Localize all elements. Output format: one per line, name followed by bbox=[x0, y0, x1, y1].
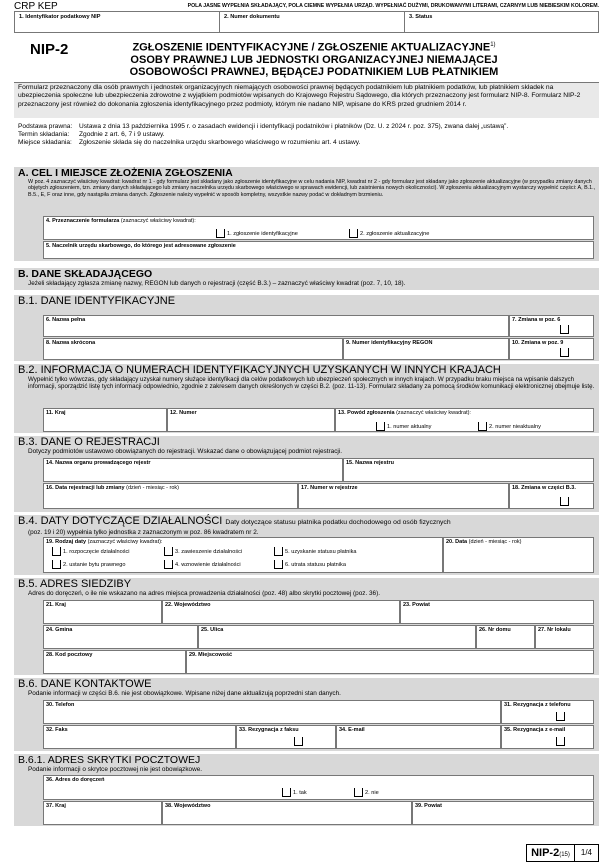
section-b4-title: B.4. DATY DOTYCZĄCE DZIAŁALNOŚCI bbox=[18, 515, 223, 527]
registry-name-label: 15. Nazwa rejestru bbox=[346, 460, 394, 466]
header-fields bbox=[14, 11, 599, 33]
section-a bbox=[14, 167, 599, 261]
section-b4-note: Daty dotyczące statusu płatnika podatku dochodowego od osób fizycznych bbox=[225, 519, 451, 526]
address-city-field[interactable] bbox=[186, 650, 594, 674]
checkbox-icon[interactable] bbox=[376, 422, 385, 431]
option-label: 2. zgłoszenie aktualizacyjne bbox=[360, 230, 430, 237]
checkbox-icon[interactable] bbox=[164, 547, 173, 556]
option-label: 3. zawieszenie działalności bbox=[175, 548, 243, 555]
po-box-county-label: 39. Powiat bbox=[415, 803, 442, 809]
number-field[interactable] bbox=[167, 408, 335, 432]
date-type-option-5[interactable] bbox=[274, 547, 357, 556]
form-code: NIP-2 bbox=[30, 41, 69, 58]
po-box-option-no[interactable] bbox=[354, 788, 379, 797]
address-country-field[interactable] bbox=[43, 600, 162, 624]
address-street-field[interactable] bbox=[198, 625, 476, 649]
po-box-voivodeship-label: 38. Województwo bbox=[165, 803, 211, 809]
status-field bbox=[405, 12, 598, 32]
checkbox-icon[interactable] bbox=[556, 712, 565, 721]
full-name-label: 6. Nazwa pełna bbox=[46, 317, 86, 323]
footer-version: (15) bbox=[559, 852, 570, 858]
address-commune-field[interactable] bbox=[43, 625, 198, 649]
section-b-instructions: Jeżeli składający zgłasza zmianę nazwy, REGON lub danych o rejestracji (część B.3.) – zaznaczyć właściwy kwadrat (poz. 7, 10, 18). bbox=[28, 280, 406, 287]
activity-date-note: (dzień - miesiąc - rok) bbox=[468, 539, 522, 545]
section-b5-instructions: Adres do doręczeń, o ile nie wskazano na adres miejsca prowadzenia działalności (poz. 48) albo skrytki pocztowej (poz. 36). bbox=[28, 590, 381, 597]
nip-label: 1. Identyfikator podatkowy NIP bbox=[19, 14, 101, 20]
section-b5-title: B.5. ADRES SIEDZIBY bbox=[18, 578, 132, 590]
checkbox-icon[interactable] bbox=[560, 497, 569, 506]
section-b61 bbox=[14, 754, 599, 826]
address-city-label: 29. Miejscowość bbox=[189, 652, 233, 658]
registry-authority-label: 14. Nazwa organu prowadzącego rejestr bbox=[46, 460, 151, 466]
address-house-number-field[interactable] bbox=[476, 625, 535, 649]
checkbox-icon[interactable] bbox=[478, 422, 487, 431]
page-number: 1/4 bbox=[580, 848, 592, 857]
checkbox-icon[interactable] bbox=[52, 547, 61, 556]
info-text: Zgodnie z art. 6, 7 i 9 ustawy. bbox=[79, 131, 165, 139]
change-6-label: 7. Zmiana w poz. 6 bbox=[512, 317, 561, 323]
address-postal-code-label: 28. Kod pocztowy bbox=[46, 652, 93, 658]
po-box-county-field[interactable] bbox=[412, 801, 594, 825]
date-type-option-2[interactable] bbox=[52, 560, 126, 569]
info-text: Ustawa z dnia 13 października 1995 r. o zasadach ewidencji i identyfikacji podatników i płatników (Dz. U. z 2024 r. poz. 375), zwana dalej „ustawą”. bbox=[79, 123, 509, 130]
section-a-instructions: W poz. 4 zaznaczyć właściwy kwadrat: kwadrat nr 1 - gdy formularz jest składany jako zgłoszenie identyfikacyjne w celu nadania NIP, kwadrat nr 2 - gdy formularz jest składany jako zgłoszenie aktualizacyjne (w przypadku zmiany danych objętych zgłoszeniem, tzn. zmiany danych składającego lub zmiany naczelnika urzędu skarbowego właściwego w sprawach ewidencji, lub zaistnienia nowych okoliczności). W zgłoszeniu aktualizacyjnym wystarczy wypełnić części: A, B.1., B.5., E, F oraz inne, gdy nastąpiła zmiana danych. Zgłoszenie należy wypełnić w sposób kompletny, wszystkie nazwy podać w dokładnym brzmieniu. bbox=[28, 179, 596, 198]
purpose-option-1[interactable] bbox=[216, 229, 298, 238]
section-b4 bbox=[14, 515, 599, 575]
address-county-label: 23. Powiat bbox=[403, 602, 430, 608]
phone-opt-out-field[interactable] bbox=[501, 700, 594, 724]
regon-label: 9. Numer identyfikacyjny REGON bbox=[346, 340, 433, 346]
tax-office-field[interactable] bbox=[43, 241, 594, 259]
status-label: 3. Status bbox=[409, 14, 433, 20]
checkbox-icon[interactable] bbox=[294, 737, 303, 746]
address-street-label: 25. Ulica bbox=[201, 627, 224, 633]
address-voivodeship-field[interactable] bbox=[162, 600, 400, 624]
info-label: Podstawa prawna: bbox=[18, 123, 73, 130]
change-9-field[interactable] bbox=[509, 338, 594, 360]
country-label: 11. Kraj bbox=[46, 410, 66, 416]
checkbox-icon[interactable] bbox=[274, 547, 283, 556]
address-apartment-field[interactable] bbox=[535, 625, 594, 649]
title-line-1: ZGŁOSZENIE IDENTYFIKACYJNE / ZGŁOSZENIE AKTUALIZACYJNE bbox=[132, 41, 491, 54]
section-b3-title: B.3. DANE O REJESTRACJI bbox=[18, 436, 160, 448]
section-b3 bbox=[14, 436, 599, 512]
checkbox-icon[interactable] bbox=[354, 788, 363, 797]
document-number-label: 2. Numer dokumentu bbox=[224, 14, 280, 20]
section-a-title: A. CEL I MIEJSCE ZŁOŻENIA ZGŁOSZENIA bbox=[18, 167, 233, 179]
option-label: 1. rozpoczęcie działalności bbox=[63, 548, 130, 555]
checkbox-icon[interactable] bbox=[52, 560, 61, 569]
tax-office-label: 5. Naczelnik urzędu skarbowego, do którego jest adresowane zgłoszenie bbox=[46, 243, 236, 249]
po-box-address-label: 36. Adres do doręczeń bbox=[46, 777, 105, 783]
nip-field[interactable] bbox=[15, 12, 220, 32]
purpose-option-2[interactable] bbox=[349, 229, 429, 238]
change-b3-label: 18. Zmiana w części B.3. bbox=[512, 485, 576, 491]
reason-field bbox=[335, 408, 594, 432]
checkbox-icon[interactable] bbox=[349, 229, 358, 238]
purpose-label: 4. Przeznaczenie formularza bbox=[46, 218, 120, 224]
section-b3-instructions: Dotyczy podmiotów ustawowo obowiązanych do rejestracji. Wskazać dane o obowiązującej podmiot rejestracji. bbox=[28, 448, 342, 455]
section-b bbox=[14, 268, 599, 290]
date-type-option-6[interactable] bbox=[274, 560, 346, 569]
short-name-label: 8. Nazwa skrócona bbox=[46, 340, 96, 346]
po-box-address-field bbox=[43, 775, 594, 800]
title-line-3: OSOBOWOŚCI PRAWNEJ, BĘDĄCEJ PODATNIKIEM LUB PŁATNIKIEM bbox=[129, 65, 499, 78]
number-label: 12. Numer bbox=[170, 410, 197, 416]
address-country-label: 21. Kraj bbox=[46, 602, 66, 608]
date-type-option-4[interactable] bbox=[164, 560, 241, 569]
option-label: 1. numer aktualny bbox=[387, 423, 432, 430]
checkbox-icon[interactable] bbox=[556, 737, 565, 746]
option-label: 2. numer nieaktualny bbox=[489, 423, 541, 430]
section-b6 bbox=[14, 678, 599, 751]
date-type-option-3[interactable] bbox=[164, 547, 242, 556]
email-opt-out-label: 35. Rezygnacja z e-mail bbox=[504, 727, 566, 733]
address-commune-label: 24. Gmina bbox=[46, 627, 73, 633]
date-type-label: 19. Rodzaj daty bbox=[46, 539, 87, 545]
change-6-field[interactable] bbox=[509, 315, 594, 337]
country-field[interactable] bbox=[43, 408, 167, 432]
checkbox-icon[interactable] bbox=[216, 229, 225, 238]
checkbox-icon[interactable] bbox=[560, 348, 569, 357]
intro-text: Formularz przeznaczony dla osób prawnych i jednostek organizacyjnych niemających osobowości prawnej będących podatnikiem lub płatnikiem podatków, lub płatnikiem składek na ubezpieczenia społeczne lub ubezpieczenia zdrowotne z wyjątkiem podmiotów wpisanych do Krajowego Rejestru Sądowego, dla których przeznaczony jest formularz NIP-8. Formularz NIP-2 przeznaczony jest również do dokonania zgłoszenia identyfikacyjnego przez podmioty, którym nie nadano NIP, wpisane do KRS przed grudniem 2014 r. bbox=[14, 82, 599, 118]
checkbox-icon[interactable] bbox=[560, 325, 569, 334]
section-b6-title: B.6. DANE KONTAKTOWE bbox=[18, 678, 152, 690]
title-block bbox=[14, 37, 599, 82]
fax-opt-out-field[interactable] bbox=[236, 725, 336, 749]
po-box-voivodeship-field[interactable] bbox=[162, 801, 412, 825]
address-voivodeship-label: 22. Województwo bbox=[165, 602, 211, 608]
email-opt-out-field[interactable] bbox=[501, 725, 594, 749]
registration-date-label: 16. Data rejestracji lub zmiany bbox=[46, 485, 125, 491]
phone-label: 30. Telefon bbox=[46, 702, 75, 708]
registry-number-field[interactable] bbox=[298, 483, 509, 509]
address-house-number-label: 26. Nr domu bbox=[479, 627, 511, 633]
fill-notice: POLA JASNE WYPEŁNIA SKŁADAJĄCY, POLA CIEMNE WYPEŁNIA URZĄD. WYPEŁNIAĆ DUŻYMI, DRUKOWANYMI LITERAMI, CZARNYM LUB NIEBIESKIM KOLOREM. bbox=[187, 3, 599, 9]
footer-form-code: NIP-2 bbox=[531, 847, 560, 859]
fax-label: 32. Faks bbox=[46, 727, 68, 733]
purpose-note: (zaznaczyć właściwy kwadrat): bbox=[120, 218, 196, 224]
fax-opt-out-label: 33. Rezygnacja z faksu bbox=[239, 727, 299, 733]
reason-note: (zaznaczyć właściwy kwadrat): bbox=[396, 410, 471, 416]
registration-date-field[interactable] bbox=[43, 483, 298, 509]
date-type-field bbox=[43, 537, 443, 573]
registry-number-label: 17. Numer w rejestrze bbox=[301, 485, 358, 491]
change-9-label: 10. Zmiana w poz. 9 bbox=[512, 340, 564, 346]
form-footer bbox=[526, 844, 599, 862]
short-name-field[interactable] bbox=[43, 338, 343, 360]
section-b61-instructions: Podanie informacji o skrytce pocztowej nie jest obowiązkowe. bbox=[28, 766, 203, 773]
section-b2-instructions: Wypełnić tylko wówczas, gdy składający uzyskał numery służące identyfikacji dla celów podatkowych lub ubezpieczeń społecznych w innych krajach. W przypadku braku miejsca na wpisanie dalszych informacji, sporządzić listę tych informacji odpowiednio, zgodnie z zakresem danych określonych w części B.2. (poz. 11-13). Formularz składany za pomocą środków komunikacji elektronicznej obejmuje listę. bbox=[28, 376, 595, 391]
registry-authority-field[interactable] bbox=[43, 458, 343, 482]
email-field[interactable] bbox=[336, 725, 501, 749]
checkbox-icon[interactable] bbox=[164, 560, 173, 569]
reason-option-2[interactable] bbox=[478, 422, 541, 431]
full-name-field[interactable] bbox=[43, 315, 509, 337]
form-title bbox=[89, 39, 539, 78]
legal-info bbox=[14, 123, 599, 148]
option-label: 2. nie bbox=[365, 789, 379, 796]
purpose-field bbox=[43, 216, 594, 240]
change-b3-field[interactable] bbox=[509, 483, 594, 509]
checkbox-icon[interactable] bbox=[282, 788, 291, 797]
checkbox-icon[interactable] bbox=[274, 560, 283, 569]
email-label: 34. E-mail bbox=[339, 727, 365, 733]
document-number-field bbox=[220, 12, 405, 32]
phone-opt-out-label: 31. Rezygnacja z telefonu bbox=[504, 702, 571, 708]
option-label: 5. uzyskanie statusu płatnika bbox=[285, 548, 357, 555]
option-label: 4. wznowienie działalności bbox=[175, 561, 241, 568]
fax-field[interactable] bbox=[43, 725, 236, 749]
activity-date-label: 20. Data bbox=[446, 539, 468, 545]
regon-field[interactable] bbox=[343, 338, 509, 360]
section-b2-title: B.2. INFORMACJA O NUMERACH IDENTYFIKACYJNYCH UZYSKANYCH W INNYCH KRAJACH bbox=[18, 364, 501, 376]
option-label: 2. ustanie bytu prawnego bbox=[63, 561, 126, 568]
option-label: 1. zgłoszenie identyfikacyjne bbox=[227, 230, 298, 237]
section-b6-instructions: Podanie informacji w części B.6. nie jest obowiązkowe. Wpisane niżej dane aktualizują poprzedni stan danych. bbox=[28, 690, 341, 697]
address-apartment-label: 27. Nr lokalu bbox=[538, 627, 571, 633]
date-type-note: (zaznaczyć właściwy kwadrat): bbox=[87, 539, 163, 545]
title-line-2: OSOBY PRAWNEJ LUB JEDNOSTKI ORGANIZACYJNEJ NIEMAJĄCEJ bbox=[130, 53, 498, 66]
reason-option-1[interactable] bbox=[376, 422, 431, 431]
section-b4-instructions: (poz. 19 i 20) wypełnia tylko jednostka z zaznaczonym w poz. 86 kwadratem nr 2. bbox=[28, 529, 259, 536]
section-b61-title: B.6.1. ADRES SKRYTKI POCZTOWEJ bbox=[18, 754, 201, 766]
section-b1 bbox=[14, 295, 599, 361]
info-label: Termin składania: bbox=[18, 131, 70, 139]
section-b2 bbox=[14, 364, 599, 433]
info-text: Zgłoszenie składa się do naczelnika urzędu skarbowego właściwego w rozumieniu art. 4 ustawy. bbox=[79, 139, 361, 147]
registry-name-field[interactable] bbox=[343, 458, 594, 482]
option-label: 6. utrata statusu płatnika bbox=[285, 561, 346, 568]
reason-label: 13. Powód zgłoszenia bbox=[338, 410, 395, 416]
registration-date-note: (dzień - miesiąc - rok) bbox=[126, 485, 179, 491]
crp-label: CRP KEP bbox=[14, 1, 58, 12]
section-b1-title: B.1. DANE IDENTYFIKACYJNE bbox=[18, 295, 176, 307]
info-label: Miejsce składania: bbox=[18, 139, 72, 147]
option-label: 1. tak bbox=[293, 789, 307, 796]
title-footnote: 1) bbox=[490, 42, 496, 48]
phone-field[interactable] bbox=[43, 700, 501, 724]
top-line bbox=[14, 1, 599, 11]
activity-date-field[interactable] bbox=[443, 537, 594, 573]
section-b-title: B. DANE SKŁADAJĄCEGO bbox=[18, 268, 153, 280]
address-postal-code-field[interactable] bbox=[43, 650, 186, 674]
po-box-country-field[interactable] bbox=[43, 801, 162, 825]
address-county-field[interactable] bbox=[400, 600, 594, 624]
section-b5 bbox=[14, 578, 599, 675]
po-box-option-yes[interactable] bbox=[282, 788, 307, 797]
date-type-option-1[interactable] bbox=[52, 547, 130, 556]
po-box-country-label: 37. Kraj bbox=[46, 803, 66, 809]
